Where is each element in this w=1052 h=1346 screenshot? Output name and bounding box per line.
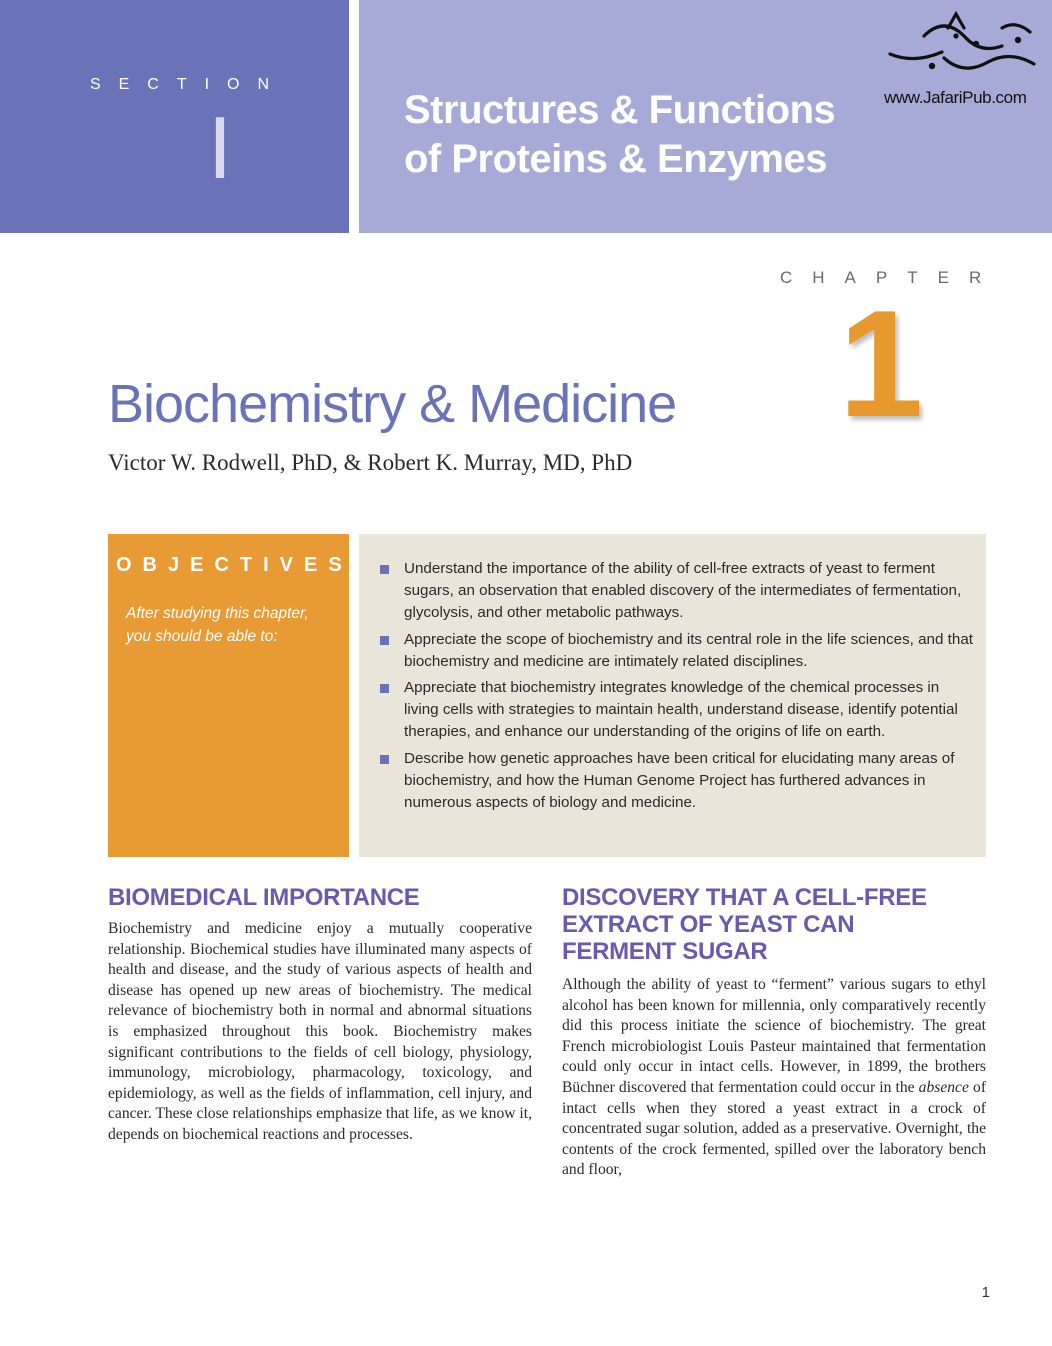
section-title-line2: of Proteins & Enzymes: [404, 137, 827, 181]
publisher-url: www.JafariPub.com: [884, 88, 1027, 107]
discovery-heading-line1: DISCOVERY THAT A CELL-FREE: [562, 884, 927, 911]
publisher-logo-icon: [884, 6, 1044, 86]
square-bullet-icon: [380, 684, 389, 693]
right-column: [562, 884, 986, 1181]
square-bullet-icon: [380, 636, 389, 645]
objective-text: Understand the importance of the ability of cell-free extracts of yeast to ferment sugars, an observation that enabled discovery of the intermediates of fermentation, glycolysis, and other metabolic pathways.: [404, 560, 962, 622]
objective-item: [380, 748, 975, 815]
objective-text: Describe how genetic approaches have been critical for elucidating many areas of biochemistry, and how the Human Genome Project has furthered advances in numerous aspects of biology and medicine.: [404, 749, 955, 812]
discovery-heading-line2: EXTRACT OF YEAST CAN: [562, 911, 855, 938]
discovery-text: [562, 975, 986, 1181]
biomedical-importance-text: Biochemistry and medicine enjoy a mutually cooperative relationship. Biochemical studies have illuminated many aspects of health and disease, and the study of various aspects of health and disease has opened up new areas of biochemistry. The medical relevance of biochemistry both in normal and abnormal situations is emphasized throughout this book. Biochemistry makes significant contributions to the fields of cell biology, physiology, immunology, microbiology, pharmacology, toxicology, and epidemiology, as well as the fields of inflammation, cell injury, and cancer. These close relationships emphasize that life, as we know it, depends on biochemical reactions and processes.: [108, 920, 532, 1143]
section-title: [404, 86, 874, 184]
objectives-panel: [108, 534, 353, 857]
objective-text: Appreciate that biochemistry integrates knowledge of the chemical processes in living cells with strategies to maintain health, understand disease, identify potential therapies, and enhance our understanding of the origins of life on earth.: [404, 679, 958, 741]
chapter-title: Biochemistry & Medicine: [108, 374, 677, 434]
left-column: [108, 884, 532, 1146]
objectives-intro: After studying this chapter, you should be able to:: [126, 605, 309, 645]
objectives-heading: OBJECTIVES: [116, 554, 353, 576]
discovery-text-emphasis: absence: [918, 1078, 969, 1096]
discovery-heading-line3: FERMENT SUGAR: [562, 938, 768, 965]
square-bullet-icon: [380, 565, 389, 574]
biomedical-importance-heading: BIOMEDICAL IMPORTANCE: [108, 884, 420, 911]
section-title-line1: Structures & Functions: [404, 88, 836, 132]
discovery-text-part2: of intact cells when they stored a yeast extract in a crock of concentrated sugar solution, added as a preservative. Overnight, the contents of the crock fermented, spilled over the laboratory bench and floor,: [562, 1078, 987, 1179]
discovery-text-part1: Although the ability of yeast to “ferment” various sugars to ethyl alcohol has been known for millennia, only comparatively recently did this process initiate the science of biochemistry. The great French microbiologist Louis Pasteur maintained that fermentation could only occur in intact cells. However, in 1899, the brothers Büchner discovered that fermentation could occur in the: [562, 976, 986, 1096]
section-numeral: I: [207, 98, 233, 197]
chapter-authors: Victor W. Rodwell, PhD, & Robert K. Murray, MD, PhD: [108, 450, 633, 475]
objective-item: [380, 558, 975, 625]
chapter-label: CHAPTER: [780, 268, 1002, 287]
objective-item: [380, 677, 975, 744]
objective-text: Appreciate the scope of biochemistry and its central role in the life sciences, and that biochemistry and medicine are intimately related disciplines.: [404, 630, 973, 670]
objectives-list: [380, 558, 975, 818]
page-number: 1: [981, 1284, 990, 1301]
section-label: SECTION: [89, 76, 288, 93]
square-bullet-icon: [380, 755, 389, 764]
objective-item: [380, 629, 975, 673]
chapter-number: 1: [838, 279, 924, 449]
discovery-heading: [562, 884, 986, 965]
